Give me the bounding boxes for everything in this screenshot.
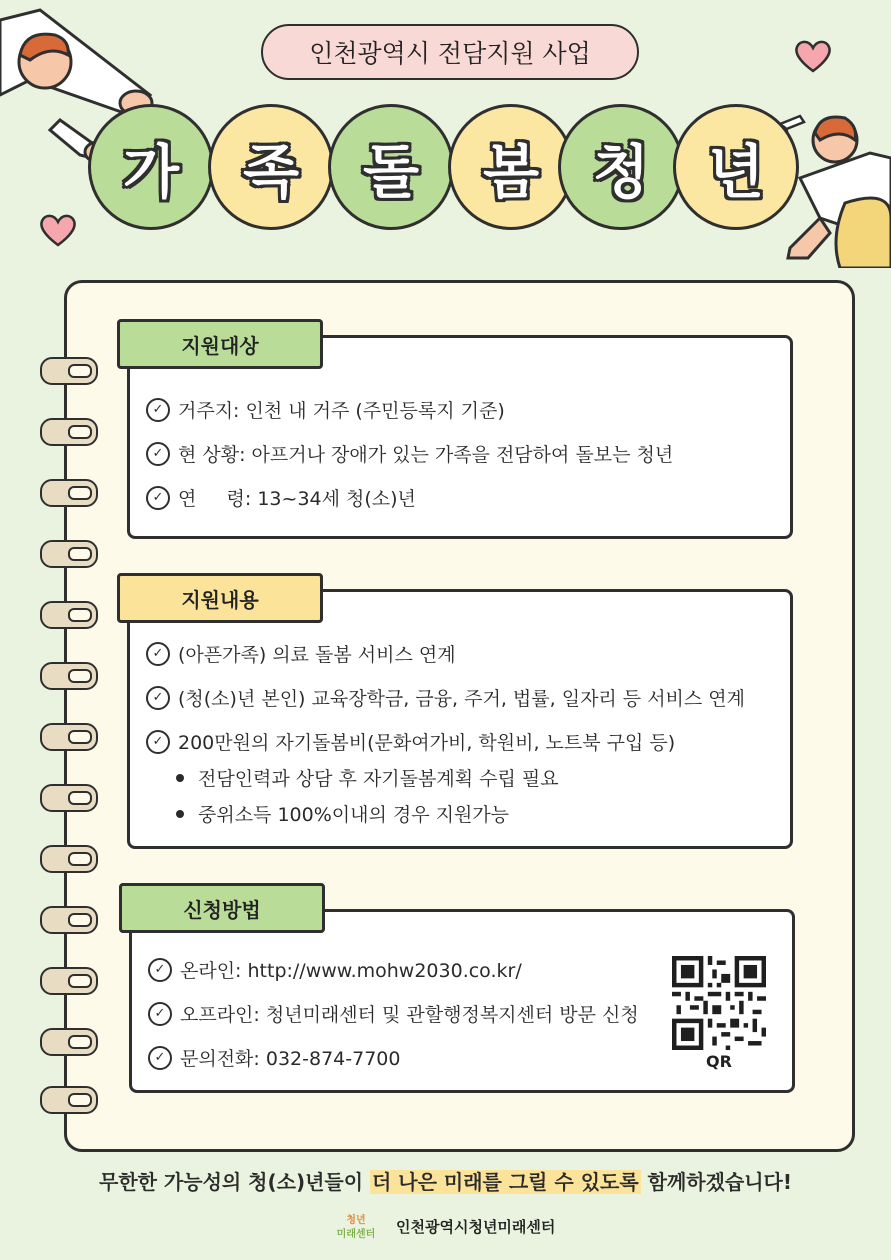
title-char-2: 족 xyxy=(208,104,334,230)
section-tag-apply-label: 신청방법 xyxy=(183,897,261,922)
binder-ring xyxy=(40,540,96,566)
phone-number: 문의전화: 032-874-7700 xyxy=(180,1048,401,1070)
list-item xyxy=(148,1000,639,1027)
qr-label: QR xyxy=(706,1052,732,1071)
list-item xyxy=(146,684,745,711)
section-tag-content xyxy=(117,573,323,623)
project-label-text: 인천광역시 전담지원 사업 xyxy=(309,39,591,68)
sub-list-item xyxy=(176,800,509,827)
list-item xyxy=(146,484,416,511)
logo-text-line-1: 청년 xyxy=(346,1215,366,1226)
list-item xyxy=(146,396,505,423)
sub-list-item xyxy=(176,764,559,791)
section-tag-target-label: 지원대상 xyxy=(181,333,259,358)
list-item xyxy=(146,440,673,467)
sub-list-item-text: 중위소득 100%이내의 경우 지원가능 xyxy=(198,804,510,826)
list-item-text: 오프라인: 청년미래센터 및 관할행정복지센터 방문 신청 xyxy=(180,1004,639,1026)
list-item xyxy=(146,728,675,755)
list-item-text: (아픈가족) 의료 돌봄 서비스 연계 xyxy=(178,644,456,666)
title-char-5: 청 xyxy=(558,104,684,230)
list-item xyxy=(148,956,522,983)
sub-list-item-text: 전담인력과 상담 후 자기돌봄계획 수립 필요 xyxy=(198,768,559,790)
binder-ring xyxy=(40,906,96,932)
list-item-text: 연 령: 13~34세 청(소)년 xyxy=(178,488,416,510)
list-item-text: 200만원의 자기돌봄비(문화여가비, 학원비, 노트북 구입 등) xyxy=(178,732,676,754)
binder-ring xyxy=(40,662,96,688)
list-item xyxy=(146,640,456,667)
binder-ring xyxy=(40,784,96,810)
qr-code-icon[interactable] xyxy=(672,956,766,1050)
title-char-3: 돌 xyxy=(328,104,454,230)
section-box-content xyxy=(127,589,793,849)
footer-message xyxy=(0,1166,891,1195)
footer-message-start: 무한한 가능성의 청(소)년들이 xyxy=(99,1170,371,1194)
title-char-4: 봄 xyxy=(448,104,574,230)
heart-icon xyxy=(38,212,78,248)
title-char-6: 년 xyxy=(673,104,799,230)
section-tag-content-label: 지원내용 xyxy=(181,587,259,612)
website-link[interactable]: 온라인: http://www.mohw2030.co.kr/ xyxy=(180,960,522,982)
check-circle-icon: ✓ xyxy=(146,730,170,754)
logo-text-line-2: 미래센터 xyxy=(336,1229,376,1240)
check-circle-icon: ✓ xyxy=(146,442,170,466)
binder-ring xyxy=(40,479,96,505)
section-tag-target xyxy=(117,319,323,369)
notebook-card xyxy=(64,280,855,1152)
project-label xyxy=(261,24,639,80)
binder-ring xyxy=(40,418,96,444)
binder-ring xyxy=(40,1028,96,1054)
binder-ring xyxy=(40,1086,96,1112)
check-circle-icon: ✓ xyxy=(146,486,170,510)
binder-ring xyxy=(40,845,96,871)
check-circle-icon: ✓ xyxy=(148,1046,172,1070)
footer-message-highlight: 더 나은 미래를 그릴 수 있도록 xyxy=(372,1170,639,1194)
footer-message-end: 함께하겠습니다! xyxy=(640,1170,792,1194)
section-box-apply xyxy=(129,909,795,1093)
section-tag-apply xyxy=(119,883,325,933)
bullet-icon xyxy=(176,774,184,782)
list-item xyxy=(148,1044,400,1071)
binder-ring xyxy=(40,601,96,627)
organization-name: 인천광역시청년미래센터 xyxy=(396,1217,556,1236)
binder-ring xyxy=(40,967,96,993)
heart-icon xyxy=(793,38,833,74)
check-circle-icon: ✓ xyxy=(148,1002,172,1026)
list-item-text: 거주지: 인천 내 거주 (주민등록지 기준) xyxy=(178,400,505,422)
check-circle-icon: ✓ xyxy=(148,958,172,982)
organization-logo xyxy=(328,1210,555,1242)
title-char-1: 가 xyxy=(88,104,214,230)
check-circle-icon: ✓ xyxy=(146,642,170,666)
check-circle-icon: ✓ xyxy=(146,686,170,710)
list-item-text: (청(소)년 본인) 교육장학금, 금융, 주거, 법률, 일자리 등 서비스 연계 xyxy=(178,688,746,710)
list-item-text: 현 상황: 아프거나 장애가 있는 가족을 전담하여 돌보는 청년 xyxy=(178,444,674,466)
youth-center-logo-icon xyxy=(328,1210,384,1242)
binder-ring xyxy=(40,357,96,383)
binder-ring xyxy=(40,723,96,749)
bullet-icon xyxy=(176,810,184,818)
page-title xyxy=(88,104,808,228)
check-circle-icon: ✓ xyxy=(146,398,170,422)
